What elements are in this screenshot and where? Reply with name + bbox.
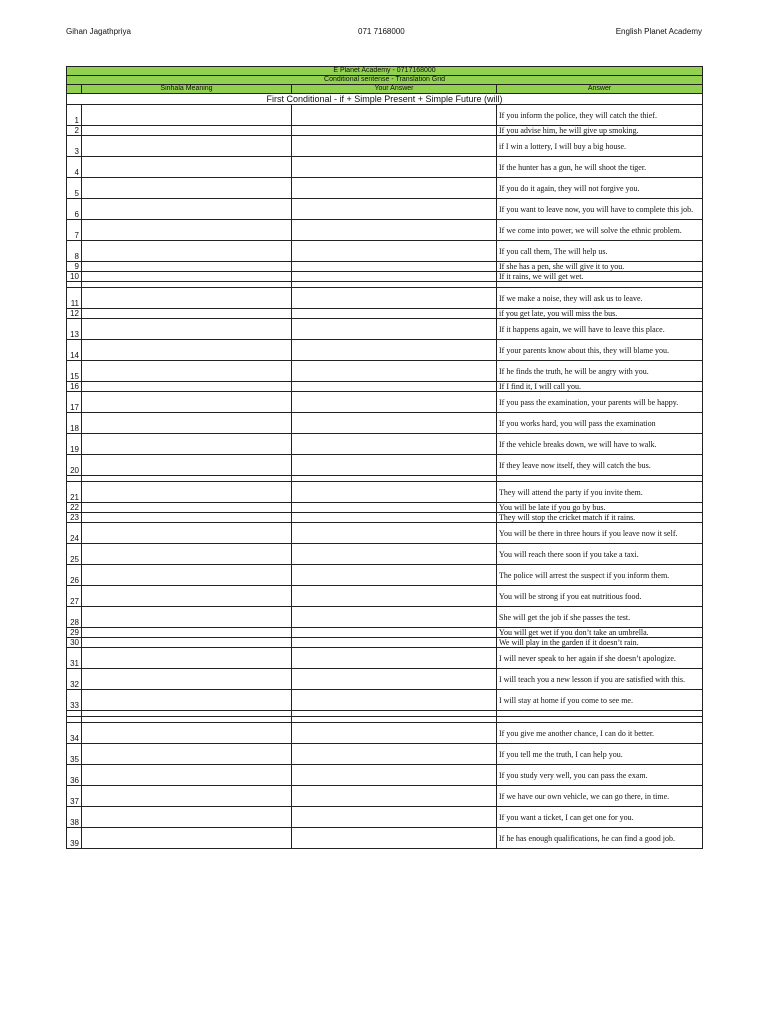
your-answer-cell[interactable] xyxy=(292,723,497,744)
your-answer-cell[interactable] xyxy=(292,669,497,690)
sinhala-meaning-cell xyxy=(82,241,292,262)
table-row xyxy=(67,503,703,513)
column-header-number xyxy=(67,85,82,94)
table-row xyxy=(67,586,703,607)
sinhala-meaning-cell xyxy=(82,807,292,828)
your-answer-cell[interactable] xyxy=(292,199,497,220)
answer-cell: If I find it, I will call you. xyxy=(497,382,703,392)
your-answer-cell[interactable] xyxy=(292,513,497,523)
answer-cell: If she has a pen, she will give it to you. xyxy=(497,262,703,272)
table-row xyxy=(67,544,703,565)
sinhala-meaning-cell xyxy=(82,340,292,361)
sinhala-meaning-cell xyxy=(82,765,292,786)
row-number: 31 xyxy=(67,648,82,669)
answer-cell: If he has enough qualifications, he can find a good job. xyxy=(497,828,703,849)
table-row xyxy=(67,638,703,648)
your-answer-cell[interactable] xyxy=(292,392,497,413)
row-number: 6 xyxy=(67,199,82,220)
table-row xyxy=(67,690,703,711)
section-header-row xyxy=(67,94,703,105)
row-number: 15 xyxy=(67,361,82,382)
sinhala-meaning-cell xyxy=(82,744,292,765)
row-number: 32 xyxy=(67,669,82,690)
row-number: 18 xyxy=(67,413,82,434)
table-row xyxy=(67,272,703,282)
answer-cell: If it happens again, we will have to leave this place. xyxy=(497,319,703,340)
answer-cell: If we come into power, we will solve the ethnic problem. xyxy=(497,220,703,241)
sinhala-meaning-cell xyxy=(82,262,292,272)
answer-cell: You will reach there soon if you take a taxi. xyxy=(497,544,703,565)
table-row xyxy=(67,340,703,361)
sinhala-meaning-cell xyxy=(82,828,292,849)
row-number: 12 xyxy=(67,309,82,319)
your-answer-cell[interactable] xyxy=(292,157,497,178)
sinhala-meaning-cell xyxy=(82,220,292,241)
sinhala-meaning-cell xyxy=(82,607,292,628)
your-answer-cell[interactable] xyxy=(292,272,497,282)
row-number: 23 xyxy=(67,513,82,523)
sinhala-meaning-cell xyxy=(82,413,292,434)
row-number: 19 xyxy=(67,434,82,455)
row-number: 11 xyxy=(67,288,82,309)
answer-cell: The police will arrest the suspect if you inform them. xyxy=(497,565,703,586)
phone-number: 071 7168000 xyxy=(358,27,405,36)
answer-cell: If the vehicle breaks down, we will have to walk. xyxy=(497,434,703,455)
row-number: 29 xyxy=(67,628,82,638)
organization-name: English Planet Academy xyxy=(615,27,702,36)
table-row xyxy=(67,513,703,523)
row-number: 9 xyxy=(67,262,82,272)
your-answer-cell[interactable] xyxy=(292,178,497,199)
row-number: 17 xyxy=(67,392,82,413)
row-number: 16 xyxy=(67,382,82,392)
table-row xyxy=(67,220,703,241)
row-number: 25 xyxy=(67,544,82,565)
sinhala-meaning-cell xyxy=(82,126,292,136)
sinhala-meaning-cell xyxy=(82,455,292,476)
table-row xyxy=(67,828,703,849)
your-answer-cell[interactable] xyxy=(292,382,497,392)
row-number: 14 xyxy=(67,340,82,361)
row-number: 13 xyxy=(67,319,82,340)
your-answer-cell[interactable] xyxy=(292,262,497,272)
table-row xyxy=(67,455,703,476)
answer-cell: If the hunter has a gun, he will shoot the tiger. xyxy=(497,157,703,178)
row-number: 33 xyxy=(67,690,82,711)
table-row xyxy=(67,786,703,807)
row-number: 21 xyxy=(67,482,82,503)
your-answer-cell[interactable] xyxy=(292,628,497,638)
table-row xyxy=(67,288,703,309)
sinhala-meaning-cell xyxy=(82,382,292,392)
table-row xyxy=(67,434,703,455)
sinhala-meaning-cell xyxy=(82,361,292,382)
sinhala-meaning-cell xyxy=(82,586,292,607)
sinhala-meaning-cell xyxy=(82,482,292,503)
answer-cell: If you inform the police, they will catch the thief. xyxy=(497,105,703,126)
your-answer-cell[interactable] xyxy=(292,361,497,382)
answer-cell: They will stop the cricket match if it rains. xyxy=(497,513,703,523)
your-answer-cell[interactable] xyxy=(292,288,497,309)
row-number: 22 xyxy=(67,503,82,513)
sinhala-meaning-cell xyxy=(82,434,292,455)
sinhala-meaning-cell xyxy=(82,178,292,199)
column-header-sinhala: Sinhala Meaning xyxy=(82,85,292,94)
table-row xyxy=(67,648,703,669)
your-answer-cell[interactable] xyxy=(292,744,497,765)
table-row xyxy=(67,241,703,262)
row-number: 27 xyxy=(67,586,82,607)
sinhala-meaning-cell xyxy=(82,544,292,565)
answer-cell: If you tell me the truth, I can help you. xyxy=(497,744,703,765)
your-answer-cell[interactable] xyxy=(292,786,497,807)
translation-grid xyxy=(66,66,703,849)
table-row xyxy=(67,382,703,392)
answer-cell: If you call them, The will help us. xyxy=(497,241,703,262)
row-number: 37 xyxy=(67,786,82,807)
answer-cell: You will get wet if you don’t take an umbrella. xyxy=(497,628,703,638)
your-answer-cell[interactable] xyxy=(292,565,497,586)
table-row xyxy=(67,157,703,178)
sinhala-meaning-cell xyxy=(82,690,292,711)
table-row xyxy=(67,105,703,126)
sinhala-meaning-cell xyxy=(82,648,292,669)
column-header-your-answer: Your Answer xyxy=(292,85,497,94)
table-row xyxy=(67,523,703,544)
grid-title: E Planet Academy - 0717168000 xyxy=(67,67,703,76)
table-row xyxy=(67,319,703,340)
your-answer-cell[interactable] xyxy=(292,544,497,565)
answer-cell: If we make a noise, they will ask us to leave. xyxy=(497,288,703,309)
your-answer-cell[interactable] xyxy=(292,136,497,157)
table-row xyxy=(67,628,703,638)
row-number: 1 xyxy=(67,105,82,126)
row-number: 24 xyxy=(67,523,82,544)
row-number: 4 xyxy=(67,157,82,178)
sinhala-meaning-cell xyxy=(82,565,292,586)
section-title: First Conditional - if + Simple Present + Simple Future (will) xyxy=(67,94,703,105)
table-row xyxy=(67,392,703,413)
row-number: 8 xyxy=(67,241,82,262)
answer-cell: If you pass the examination, your parents will be happy. xyxy=(497,392,703,413)
table-row xyxy=(67,482,703,503)
row-number: 2 xyxy=(67,126,82,136)
answer-cell: If we have our own vehicle, we can go there, in time. xyxy=(497,786,703,807)
your-answer-cell[interactable] xyxy=(292,503,497,513)
sinhala-meaning-cell xyxy=(82,288,292,309)
answer-cell: They will attend the party if you invite them. xyxy=(497,482,703,503)
table-row xyxy=(67,361,703,382)
sinhala-meaning-cell xyxy=(82,723,292,744)
table-row xyxy=(67,744,703,765)
your-answer-cell[interactable] xyxy=(292,309,497,319)
column-header-answer: Answer xyxy=(497,85,703,94)
answer-cell: If you want to leave now, you will have to complete this job. xyxy=(497,199,703,220)
table-row xyxy=(67,565,703,586)
table-row xyxy=(67,669,703,690)
answer-cell: if you get late, you will miss the bus. xyxy=(497,309,703,319)
row-number: 28 xyxy=(67,607,82,628)
answer-cell: You will be there in three hours if you leave now it self. xyxy=(497,523,703,544)
page-header xyxy=(66,27,702,39)
row-number: 38 xyxy=(67,807,82,828)
sinhala-meaning-cell xyxy=(82,309,292,319)
sinhala-meaning-cell xyxy=(82,513,292,523)
table-row xyxy=(67,765,703,786)
sinhala-meaning-cell xyxy=(82,523,292,544)
row-number: 34 xyxy=(67,723,82,744)
row-number: 26 xyxy=(67,565,82,586)
table-row xyxy=(67,607,703,628)
your-answer-cell[interactable] xyxy=(292,482,497,503)
table-row xyxy=(67,262,703,272)
your-answer-cell[interactable] xyxy=(292,586,497,607)
row-number: 36 xyxy=(67,765,82,786)
your-answer-cell[interactable] xyxy=(292,523,497,544)
table-row xyxy=(67,723,703,744)
grid-title-row xyxy=(67,67,703,76)
sinhala-meaning-cell xyxy=(82,272,292,282)
your-answer-cell[interactable] xyxy=(292,413,497,434)
table-row xyxy=(67,199,703,220)
answer-cell: I will never speak to her again if she doesn’t apologize. xyxy=(497,648,703,669)
your-answer-cell[interactable] xyxy=(292,126,497,136)
answer-cell: If he finds the truth, he will be angry with you. xyxy=(497,361,703,382)
row-number: 3 xyxy=(67,136,82,157)
your-answer-cell[interactable] xyxy=(292,340,497,361)
answer-cell: If it rains, we will get wet. xyxy=(497,272,703,282)
your-answer-cell[interactable] xyxy=(292,105,497,126)
sinhala-meaning-cell xyxy=(82,638,292,648)
sinhala-meaning-cell xyxy=(82,199,292,220)
answer-cell: I will stay at home if you come to see me. xyxy=(497,690,703,711)
row-number: 5 xyxy=(67,178,82,199)
answer-cell: If you advise him, he will give up smoking. xyxy=(497,126,703,136)
your-answer-cell[interactable] xyxy=(292,638,497,648)
table-row xyxy=(67,309,703,319)
row-number: 39 xyxy=(67,828,82,849)
row-number: 30 xyxy=(67,638,82,648)
row-number: 35 xyxy=(67,744,82,765)
answer-cell: She will get the job if she passes the test. xyxy=(497,607,703,628)
row-number: 7 xyxy=(67,220,82,241)
answer-cell: If you want a ticket, I can get one for you. xyxy=(497,807,703,828)
row-number: 10 xyxy=(67,272,82,282)
your-answer-cell[interactable] xyxy=(292,648,497,669)
answer-cell: You will be late if you go by bus. xyxy=(497,503,703,513)
author-name: Gihan Jagathpriya xyxy=(66,27,131,36)
your-answer-cell[interactable] xyxy=(292,319,497,340)
answer-cell: We will play in the garden if it doesn’t rain. xyxy=(497,638,703,648)
answer-cell: If you do it again, they will not forgive you. xyxy=(497,178,703,199)
your-answer-cell[interactable] xyxy=(292,807,497,828)
your-answer-cell[interactable] xyxy=(292,765,497,786)
answer-cell: You will be strong if you eat nutritious food. xyxy=(497,586,703,607)
table-row xyxy=(67,807,703,828)
your-answer-cell[interactable] xyxy=(292,828,497,849)
answer-cell: If you study very well, you can pass the exam. xyxy=(497,765,703,786)
row-number: 20 xyxy=(67,455,82,476)
sinhala-meaning-cell xyxy=(82,105,292,126)
table-row xyxy=(67,136,703,157)
your-answer-cell[interactable] xyxy=(292,690,497,711)
your-answer-cell[interactable] xyxy=(292,607,497,628)
answer-cell: I will teach you a new lesson if you are satisfied with this. xyxy=(497,669,703,690)
table-row xyxy=(67,178,703,199)
column-header-row xyxy=(67,85,703,94)
your-answer-cell[interactable] xyxy=(292,241,497,262)
answer-cell: If you give me another chance, I can do it better. xyxy=(497,723,703,744)
sinhala-meaning-cell xyxy=(82,628,292,638)
your-answer-cell[interactable] xyxy=(292,455,497,476)
answer-cell: If your parents know about this, they will blame you. xyxy=(497,340,703,361)
answer-cell: If you works hard, you will pass the examination xyxy=(497,413,703,434)
table-row xyxy=(67,126,703,136)
your-answer-cell[interactable] xyxy=(292,434,497,455)
sinhala-meaning-cell xyxy=(82,503,292,513)
grid-subtitle: Conditional sentense - Translation Grid xyxy=(67,76,703,85)
sinhala-meaning-cell xyxy=(82,392,292,413)
sinhala-meaning-cell xyxy=(82,669,292,690)
sinhala-meaning-cell xyxy=(82,786,292,807)
sinhala-meaning-cell xyxy=(82,136,292,157)
answer-cell: if I win a lottery, I will buy a big house. xyxy=(497,136,703,157)
table-row xyxy=(67,413,703,434)
sinhala-meaning-cell xyxy=(82,157,292,178)
your-answer-cell[interactable] xyxy=(292,220,497,241)
sinhala-meaning-cell xyxy=(82,319,292,340)
grid-subtitle-row xyxy=(67,76,703,85)
answer-cell: If they leave now itself, they will catch the bus. xyxy=(497,455,703,476)
